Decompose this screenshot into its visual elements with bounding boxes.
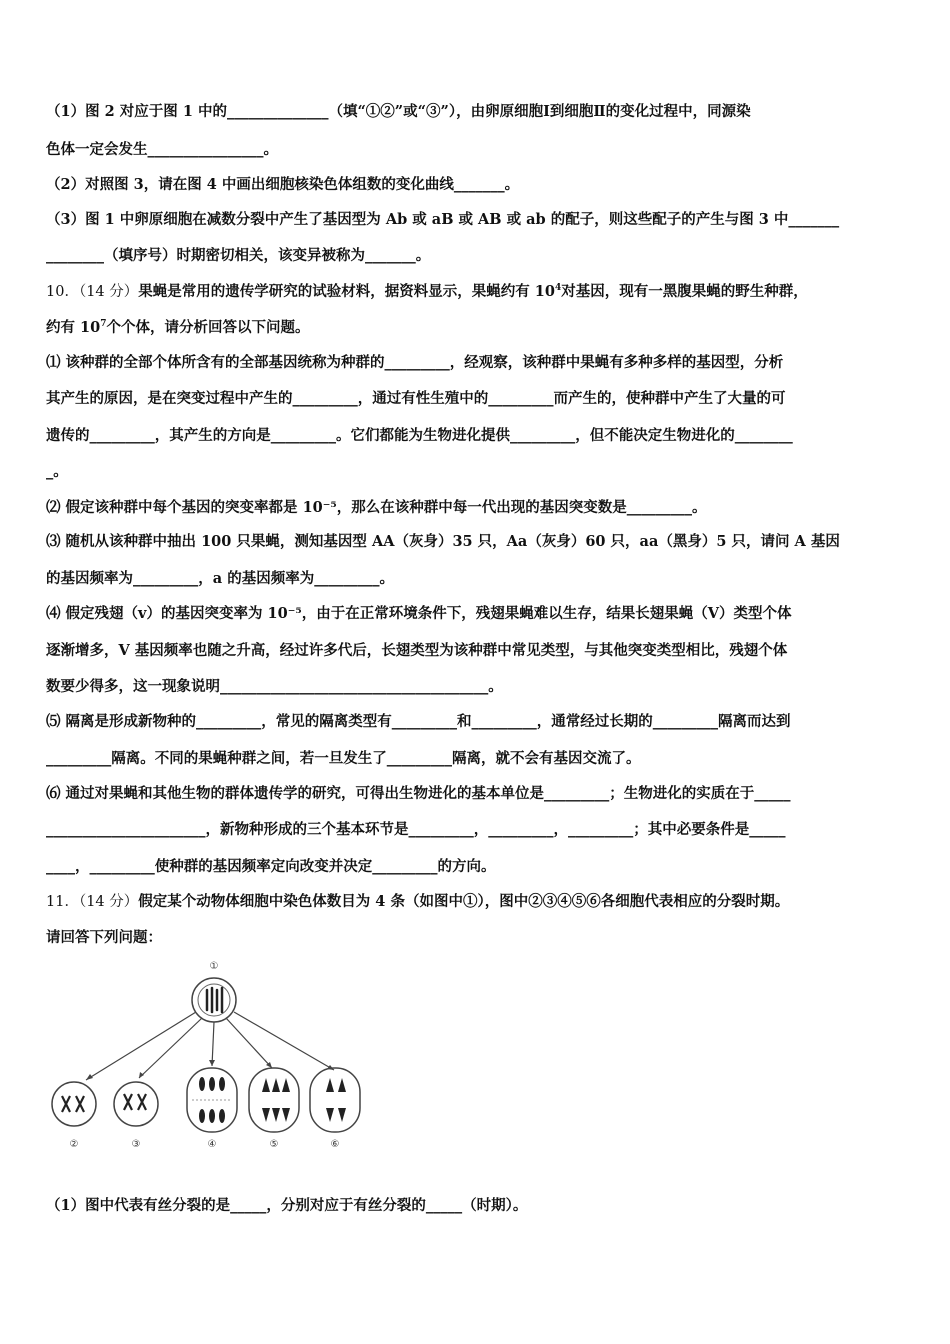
cell-division-diagram (44, 954, 364, 1159)
cell-3 (114, 1082, 158, 1126)
q10-p6-line3: ____，_________使种群的基因频率定向改变并决定_________的方向。 (46, 858, 496, 875)
figure-label-6: ⑥ (330, 1139, 340, 1150)
q10-p1-line4: _。 (46, 463, 68, 480)
cell-2-chromosomes (62, 1096, 84, 1112)
q11-stem-line1: 11．（14 分）假定某个动物体细胞中染色体数目为 4 条（如图中①），图中②③④⑤⑥各细胞代表相应的分裂时期。 (46, 893, 790, 910)
q10-p5-line1: ⑸ 隔离是形成新物种的_________，常见的隔离类型有_________和_________，通常经过长期的_________隔离而达到 (46, 713, 791, 730)
q10-p6-line1: ⑹ 通过对果蝇和其他生物的群体遗传学的研究，可得出生物进化的基本单位是_________；生物进化的实质在于_____ (46, 785, 791, 802)
q10-p4-line1: ⑷ 假定残翅（v）的基因突变率为 10⁻⁵，由于在正常环境条件下，残翅果蝇难以生存，结果长翅果蝇（V）类型个体 (46, 605, 792, 622)
q11-number: 11．（14 分） (46, 894, 139, 910)
q10-number: 10．（14 分） (46, 284, 139, 300)
q10-p3-line1: ⑶ 随机从该种群中抽出 100 只果蝇，测知基因型 AA（灰身）35 只，Aa（灰身）60 只，aa（黑身）5 只，请问 A 基因 (46, 533, 840, 550)
cell-1-nucleus (198, 984, 230, 1016)
figure-label-1: ① (209, 961, 219, 972)
figure-label-2: ② (69, 1139, 79, 1150)
q9-part3-line2: ________（填序号）时期密切相关，该变异被称为_______。 (46, 247, 431, 264)
q9-part1-line2: 色体一定会发生________________。 (46, 141, 278, 158)
q10-p3-line2: 的基因频率为_________，a 的基因频率为_________。 (46, 570, 394, 587)
q10-p1-line2: 其产生的原因，是在突变过程中产生的_________，通过有性生殖中的_________而产生的，使种群中产生了大量的可 (46, 390, 786, 407)
cell-6 (310, 1068, 360, 1132)
q10-p4-line3: 数要少得多，这一现象说明_____________________________________。 (46, 678, 503, 695)
figure-label-5: ⑤ (269, 1139, 279, 1150)
q10-p1-line1: ⑴ 该种群的全部个体所含有的全部基因统称为种群的_________，经观察，该种群中果蝇有多种多样的基因型，分析 (46, 354, 784, 371)
q10-p1-line3: 遗传的_________，其产生的方向是_________。它们都能为生物进化提供_________，但不能决定生物进化的________ (46, 427, 793, 444)
cell-6-chromosomes (326, 1078, 346, 1122)
figure-label-3: ③ (131, 1139, 141, 1150)
q10-p2: ⑵ 假定该种群中每个基因的突变率都是 10⁻⁵，那么在该种群中每一代出现的基因突变数是_________。 (46, 499, 707, 516)
cell-3-chromosomes (124, 1094, 146, 1110)
q10-p6-line2: ______________________，新物种形成的三个基本环节是_________，_________，_________；其中必要条件是_____ (46, 821, 786, 838)
cell-2 (52, 1082, 96, 1126)
q9-part1-line1: （1）图 2 对应于图 1 中的______________（填“①②”或“③”），由卵原细胞Ⅰ到细胞Ⅱ的变化过程中，同源染 (46, 103, 751, 120)
figure-label-4: ④ (207, 1139, 217, 1150)
q10-p5-line2: _________隔离。不同的果蝇种群之间，若一旦发生了_________隔离，就不会有基因交流了。 (46, 750, 641, 767)
q9-part3-line1: （3）图 1 中卵原细胞在减数分裂中产生了基因型为 Ab 或 aB 或 AB 或 ab 的配子，则这些配子的产生与图 3 中_______ (46, 211, 840, 228)
cell-1-chromosomes (207, 988, 222, 1012)
q10-p4-line2: 逐渐增多，V 基因频率也随之升高，经过许多代后，长翅类型为该种群中常见类型，与其他突变类型相比，残翅个体 (46, 642, 788, 659)
cell-5-chromosomes (262, 1078, 290, 1122)
q11-stem-line2: 请回答下列问题： (46, 929, 162, 946)
q10-stem-line2: 约有 $10^7$个个体，请分析回答以下问题。 (46, 319, 310, 336)
cell-division-figure (44, 954, 364, 1159)
q9-part2: （2）对照图 3，请在图 4 中画出细胞核染色体组数的变化曲线_______。 (46, 176, 520, 193)
q11-part1: （1）图中代表有丝分裂的是_____，分别对应于有丝分裂的_____（时期）。 (46, 1197, 528, 1214)
q10-stem-line1: 10．（14 分）果蝇是常用的遗传学研究的试验材料，据资料显示，果蝇约有 $10^4$对基因，现有一黑腹果蝇的野生种群， (46, 283, 808, 300)
cell-1 (192, 978, 236, 1022)
cell-5 (249, 1068, 299, 1132)
arrow-heads (86, 1060, 334, 1080)
